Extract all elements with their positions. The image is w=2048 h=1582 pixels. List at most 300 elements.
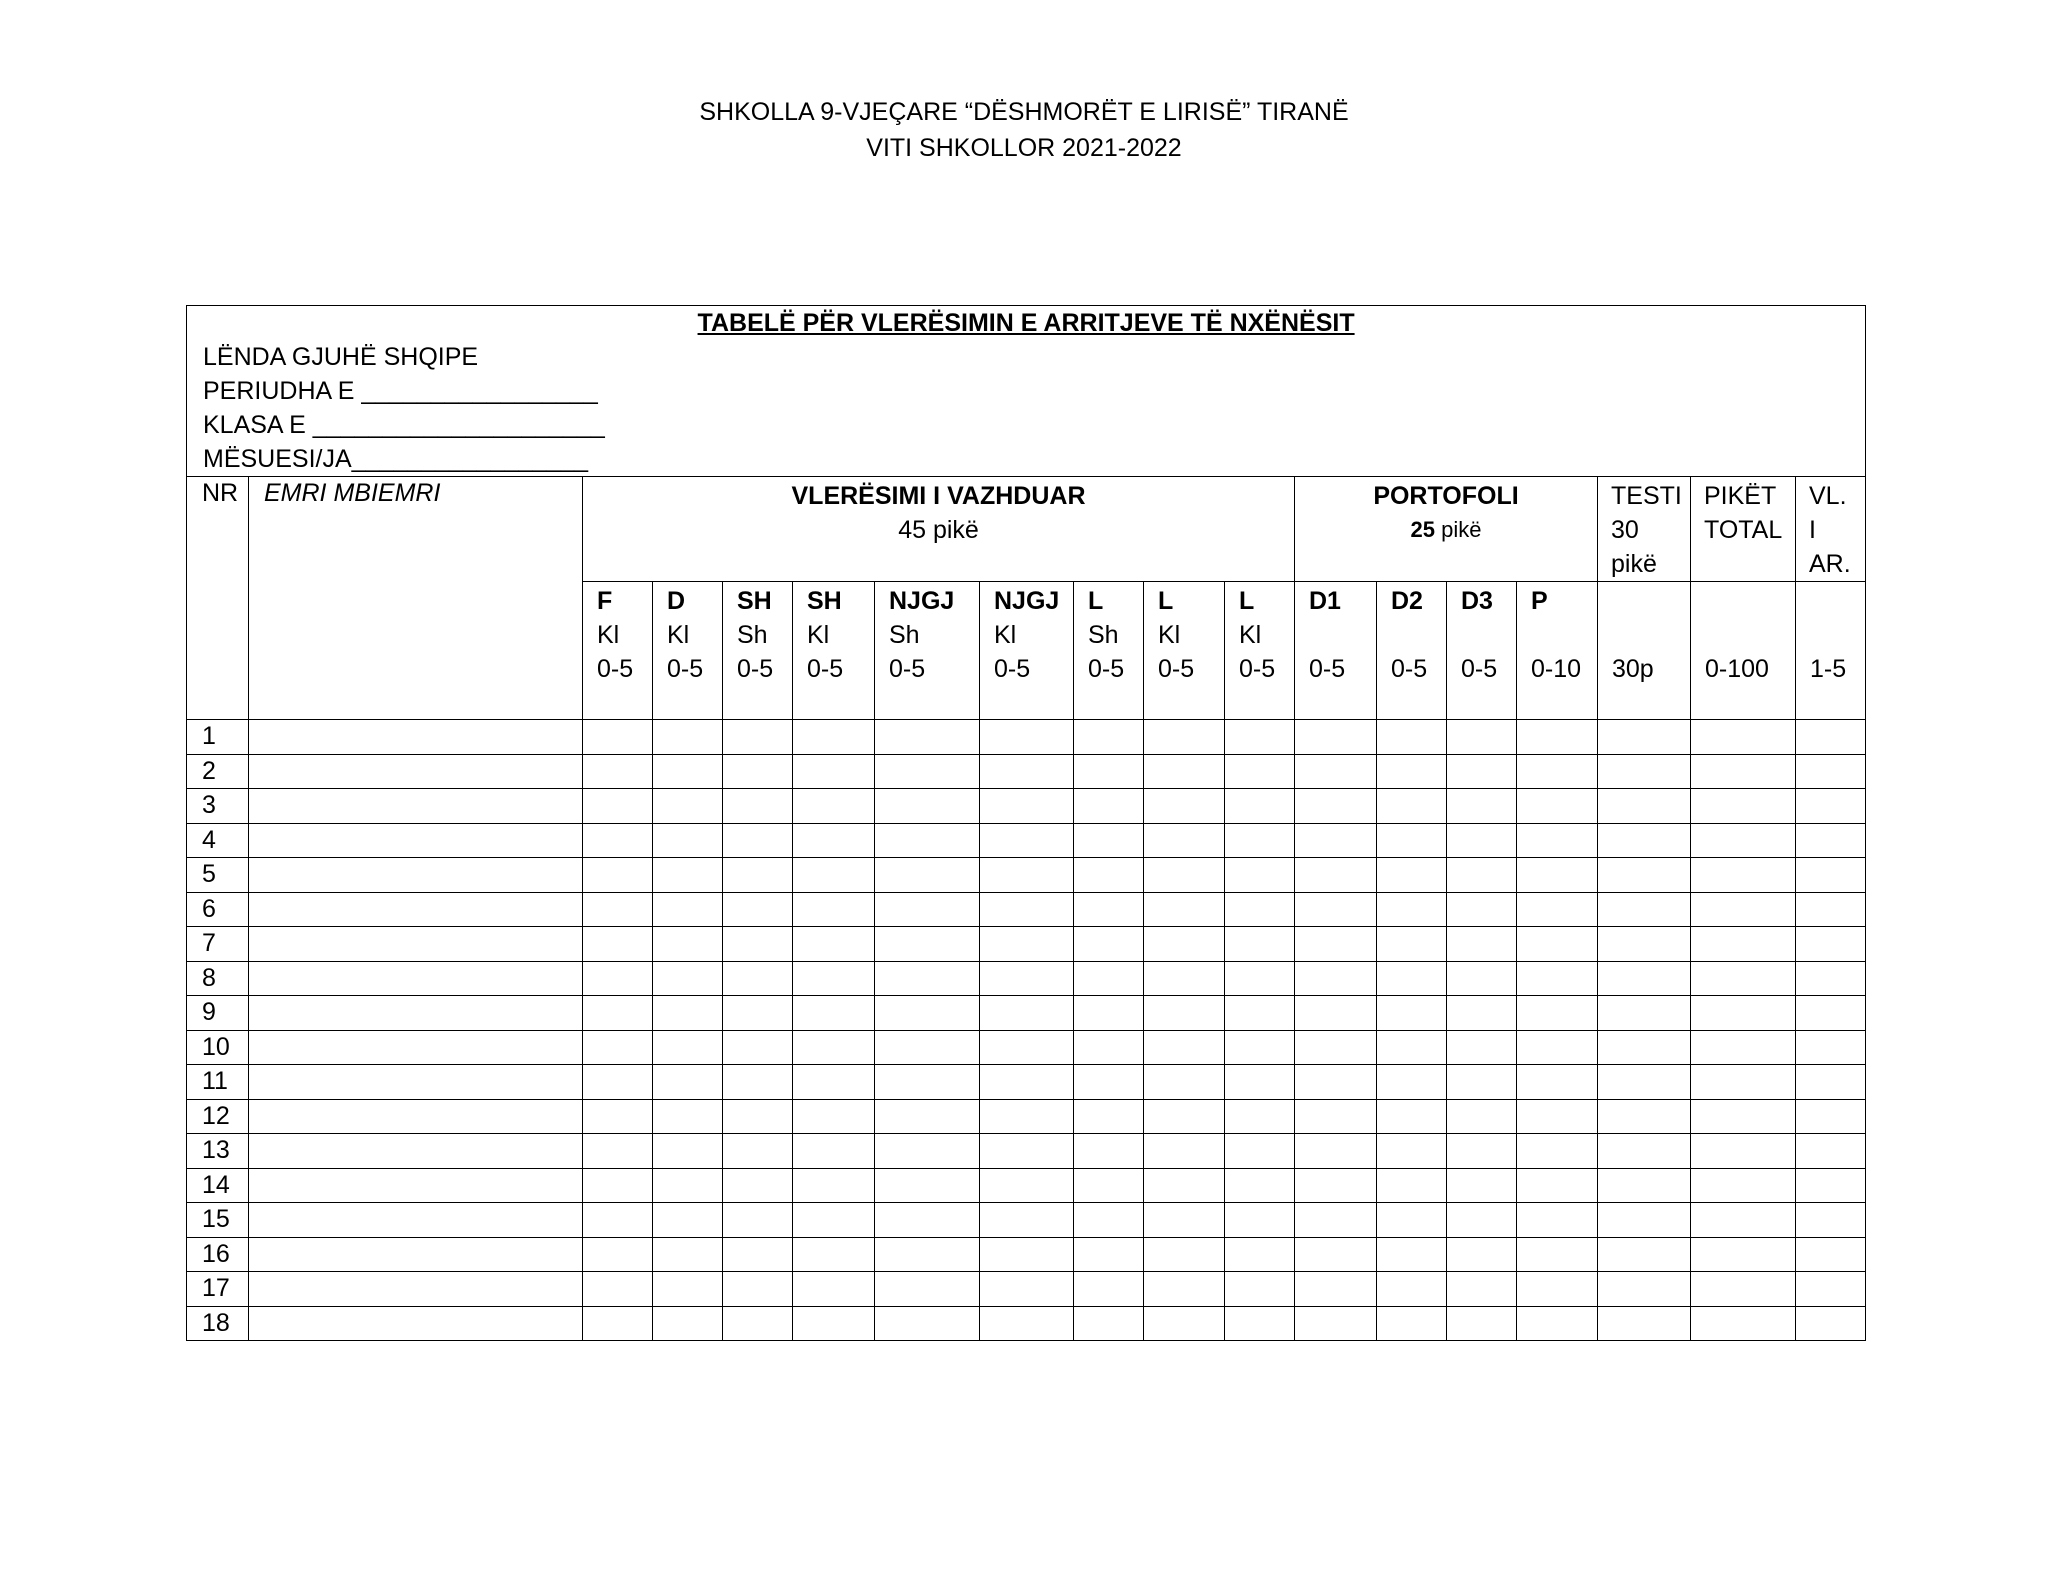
score-cell[interactable] <box>1074 892 1144 927</box>
score-cell[interactable] <box>583 754 653 789</box>
student-name-cell[interactable] <box>249 1065 583 1100</box>
score-cell[interactable] <box>1074 823 1144 858</box>
score-cell[interactable] <box>723 1099 793 1134</box>
student-name-cell[interactable] <box>249 996 583 1031</box>
student-name-cell[interactable] <box>249 961 583 996</box>
score-cell[interactable] <box>723 720 793 755</box>
score-cell[interactable] <box>723 754 793 789</box>
score-cell[interactable] <box>1517 1168 1598 1203</box>
score-cell[interactable] <box>723 927 793 962</box>
score-cell[interactable] <box>1517 1203 1598 1238</box>
class-field[interactable]: KLASA E _____________________ <box>203 411 605 439</box>
score-cell[interactable] <box>793 996 875 1031</box>
score-cell[interactable] <box>1447 789 1517 824</box>
score-cell[interactable] <box>583 1030 653 1065</box>
score-cell[interactable] <box>1074 1272 1144 1307</box>
teacher-field[interactable]: MËSUESI/JA_________________ <box>203 445 589 473</box>
student-name-cell[interactable] <box>249 720 583 755</box>
score-cell[interactable] <box>980 1168 1074 1203</box>
score-cell[interactable] <box>1074 996 1144 1031</box>
score-cell[interactable] <box>875 789 980 824</box>
student-name-cell[interactable] <box>249 1306 583 1341</box>
score-cell[interactable] <box>653 1203 723 1238</box>
score-cell[interactable] <box>1447 1306 1517 1341</box>
score-cell[interactable] <box>653 789 723 824</box>
score-cell[interactable] <box>1225 927 1295 962</box>
score-cell[interactable] <box>1225 1237 1295 1272</box>
score-cell[interactable] <box>1691 1272 1796 1307</box>
score-cell[interactable] <box>875 720 980 755</box>
score-cell[interactable] <box>1447 1030 1517 1065</box>
score-cell[interactable] <box>1796 892 1866 927</box>
score-cell[interactable] <box>980 720 1074 755</box>
score-cell[interactable] <box>980 789 1074 824</box>
score-cell[interactable] <box>1377 858 1447 893</box>
score-cell[interactable] <box>1691 1030 1796 1065</box>
score-cell[interactable] <box>1295 1099 1377 1134</box>
score-cell[interactable] <box>1225 892 1295 927</box>
score-cell[interactable] <box>1074 1030 1144 1065</box>
score-cell[interactable] <box>793 1272 875 1307</box>
score-cell[interactable] <box>1796 858 1866 893</box>
score-cell[interactable] <box>875 927 980 962</box>
score-cell[interactable] <box>1377 1134 1447 1169</box>
score-cell[interactable] <box>1796 1168 1866 1203</box>
score-cell[interactable] <box>583 720 653 755</box>
score-cell[interactable] <box>1598 892 1691 927</box>
score-cell[interactable] <box>1074 961 1144 996</box>
score-cell[interactable] <box>1691 1237 1796 1272</box>
score-cell[interactable] <box>793 1065 875 1100</box>
score-cell[interactable] <box>723 789 793 824</box>
score-cell[interactable] <box>1144 1030 1225 1065</box>
score-cell[interactable] <box>1144 1306 1225 1341</box>
score-cell[interactable] <box>1144 1272 1225 1307</box>
score-cell[interactable] <box>980 961 1074 996</box>
score-cell[interactable] <box>1598 1065 1691 1100</box>
score-cell[interactable] <box>1517 720 1598 755</box>
score-cell[interactable] <box>583 1237 653 1272</box>
score-cell[interactable] <box>1225 720 1295 755</box>
score-cell[interactable] <box>1691 1203 1796 1238</box>
score-cell[interactable] <box>1144 1065 1225 1100</box>
score-cell[interactable] <box>1447 1168 1517 1203</box>
score-cell[interactable] <box>793 1134 875 1169</box>
score-cell[interactable] <box>980 858 1074 893</box>
score-cell[interactable] <box>1796 1030 1866 1065</box>
score-cell[interactable] <box>1225 961 1295 996</box>
score-cell[interactable] <box>1377 720 1447 755</box>
score-cell[interactable] <box>1144 927 1225 962</box>
score-cell[interactable] <box>1144 892 1225 927</box>
score-cell[interactable] <box>1447 720 1517 755</box>
score-cell[interactable] <box>1517 927 1598 962</box>
score-cell[interactable] <box>1598 1306 1691 1341</box>
score-cell[interactable] <box>1377 1237 1447 1272</box>
score-cell[interactable] <box>1796 1134 1866 1169</box>
score-cell[interactable] <box>1517 1065 1598 1100</box>
score-cell[interactable] <box>653 720 723 755</box>
student-name-cell[interactable] <box>249 789 583 824</box>
score-cell[interactable] <box>653 1065 723 1100</box>
score-cell[interactable] <box>793 789 875 824</box>
score-cell[interactable] <box>1796 1272 1866 1307</box>
score-cell[interactable] <box>583 858 653 893</box>
score-cell[interactable] <box>980 996 1074 1031</box>
score-cell[interactable] <box>1144 1203 1225 1238</box>
score-cell[interactable] <box>1295 927 1377 962</box>
student-name-cell[interactable] <box>249 1030 583 1065</box>
score-cell[interactable] <box>1144 961 1225 996</box>
student-name-cell[interactable] <box>249 1099 583 1134</box>
score-cell[interactable] <box>1517 1134 1598 1169</box>
score-cell[interactable] <box>1225 858 1295 893</box>
score-cell[interactable] <box>1295 1306 1377 1341</box>
score-cell[interactable] <box>1691 927 1796 962</box>
score-cell[interactable] <box>1598 1237 1691 1272</box>
score-cell[interactable] <box>1144 823 1225 858</box>
score-cell[interactable] <box>1598 1203 1691 1238</box>
score-cell[interactable] <box>653 823 723 858</box>
score-cell[interactable] <box>653 754 723 789</box>
score-cell[interactable] <box>653 1306 723 1341</box>
score-cell[interactable] <box>1377 823 1447 858</box>
score-cell[interactable] <box>793 961 875 996</box>
score-cell[interactable] <box>1074 789 1144 824</box>
score-cell[interactable] <box>583 1272 653 1307</box>
score-cell[interactable] <box>1517 1030 1598 1065</box>
score-cell[interactable] <box>1517 996 1598 1031</box>
score-cell[interactable] <box>1796 1237 1866 1272</box>
score-cell[interactable] <box>1691 789 1796 824</box>
score-cell[interactable] <box>1225 1065 1295 1100</box>
score-cell[interactable] <box>1796 1099 1866 1134</box>
score-cell[interactable] <box>875 1134 980 1169</box>
score-cell[interactable] <box>793 1203 875 1238</box>
score-cell[interactable] <box>875 996 980 1031</box>
score-cell[interactable] <box>653 961 723 996</box>
score-cell[interactable] <box>875 1065 980 1100</box>
score-cell[interactable] <box>1225 1030 1295 1065</box>
score-cell[interactable] <box>1598 1099 1691 1134</box>
score-cell[interactable] <box>1691 754 1796 789</box>
score-cell[interactable] <box>1517 1099 1598 1134</box>
score-cell[interactable] <box>1517 1237 1598 1272</box>
score-cell[interactable] <box>1447 927 1517 962</box>
score-cell[interactable] <box>1144 720 1225 755</box>
score-cell[interactable] <box>1447 823 1517 858</box>
score-cell[interactable] <box>980 1099 1074 1134</box>
score-cell[interactable] <box>875 754 980 789</box>
score-cell[interactable] <box>1598 858 1691 893</box>
score-cell[interactable] <box>1295 823 1377 858</box>
score-cell[interactable] <box>1074 754 1144 789</box>
score-cell[interactable] <box>1796 927 1866 962</box>
score-cell[interactable] <box>1144 1134 1225 1169</box>
score-cell[interactable] <box>1074 1168 1144 1203</box>
score-cell[interactable] <box>1074 1065 1144 1100</box>
score-cell[interactable] <box>1598 1030 1691 1065</box>
score-cell[interactable] <box>1691 720 1796 755</box>
score-cell[interactable] <box>723 996 793 1031</box>
score-cell[interactable] <box>1074 927 1144 962</box>
score-cell[interactable] <box>875 1272 980 1307</box>
student-name-cell[interactable] <box>249 927 583 962</box>
score-cell[interactable] <box>793 1099 875 1134</box>
score-cell[interactable] <box>1796 1065 1866 1100</box>
score-cell[interactable] <box>875 1099 980 1134</box>
score-cell[interactable] <box>1074 1099 1144 1134</box>
score-cell[interactable] <box>875 858 980 893</box>
score-cell[interactable] <box>1691 961 1796 996</box>
score-cell[interactable] <box>1517 823 1598 858</box>
score-cell[interactable] <box>1598 1134 1691 1169</box>
score-cell[interactable] <box>1598 927 1691 962</box>
score-cell[interactable] <box>1598 1168 1691 1203</box>
score-cell[interactable] <box>1796 720 1866 755</box>
score-cell[interactable] <box>980 1065 1074 1100</box>
score-cell[interactable] <box>793 927 875 962</box>
score-cell[interactable] <box>793 823 875 858</box>
score-cell[interactable] <box>1074 1134 1144 1169</box>
score-cell[interactable] <box>1225 1306 1295 1341</box>
score-cell[interactable] <box>793 720 875 755</box>
score-cell[interactable] <box>723 1168 793 1203</box>
score-cell[interactable] <box>875 1030 980 1065</box>
score-cell[interactable] <box>793 1168 875 1203</box>
score-cell[interactable] <box>583 1306 653 1341</box>
score-cell[interactable] <box>1517 961 1598 996</box>
score-cell[interactable] <box>1598 754 1691 789</box>
score-cell[interactable] <box>1074 858 1144 893</box>
score-cell[interactable] <box>1295 858 1377 893</box>
score-cell[interactable] <box>1144 1237 1225 1272</box>
score-cell[interactable] <box>1447 1134 1517 1169</box>
score-cell[interactable] <box>583 927 653 962</box>
student-name-cell[interactable] <box>249 1237 583 1272</box>
score-cell[interactable] <box>1225 1134 1295 1169</box>
score-cell[interactable] <box>1517 789 1598 824</box>
score-cell[interactable] <box>1796 823 1866 858</box>
score-cell[interactable] <box>723 961 793 996</box>
score-cell[interactable] <box>1447 1237 1517 1272</box>
score-cell[interactable] <box>1377 1203 1447 1238</box>
score-cell[interactable] <box>1377 892 1447 927</box>
score-cell[interactable] <box>1517 892 1598 927</box>
score-cell[interactable] <box>583 789 653 824</box>
score-cell[interactable] <box>583 1065 653 1100</box>
score-cell[interactable] <box>1691 1168 1796 1203</box>
score-cell[interactable] <box>1144 1099 1225 1134</box>
score-cell[interactable] <box>583 1099 653 1134</box>
score-cell[interactable] <box>723 1272 793 1307</box>
score-cell[interactable] <box>1225 789 1295 824</box>
score-cell[interactable] <box>980 1134 1074 1169</box>
score-cell[interactable] <box>980 823 1074 858</box>
student-name-cell[interactable] <box>249 1203 583 1238</box>
score-cell[interactable] <box>1691 1099 1796 1134</box>
score-cell[interactable] <box>1447 1272 1517 1307</box>
student-name-cell[interactable] <box>249 823 583 858</box>
score-cell[interactable] <box>653 1030 723 1065</box>
score-cell[interactable] <box>1517 1306 1598 1341</box>
score-cell[interactable] <box>875 1203 980 1238</box>
score-cell[interactable] <box>1796 789 1866 824</box>
score-cell[interactable] <box>1447 892 1517 927</box>
score-cell[interactable] <box>980 892 1074 927</box>
score-cell[interactable] <box>1074 1203 1144 1238</box>
student-name-cell[interactable] <box>249 1168 583 1203</box>
score-cell[interactable] <box>793 1237 875 1272</box>
score-cell[interactable] <box>1144 1168 1225 1203</box>
score-cell[interactable] <box>1144 789 1225 824</box>
score-cell[interactable] <box>1691 996 1796 1031</box>
score-cell[interactable] <box>1447 996 1517 1031</box>
score-cell[interactable] <box>980 1203 1074 1238</box>
score-cell[interactable] <box>1295 961 1377 996</box>
score-cell[interactable] <box>980 1237 1074 1272</box>
score-cell[interactable] <box>875 892 980 927</box>
student-name-cell[interactable] <box>249 1134 583 1169</box>
score-cell[interactable] <box>583 892 653 927</box>
score-cell[interactable] <box>1074 1306 1144 1341</box>
score-cell[interactable] <box>1144 996 1225 1031</box>
score-cell[interactable] <box>793 1306 875 1341</box>
score-cell[interactable] <box>653 892 723 927</box>
score-cell[interactable] <box>1598 823 1691 858</box>
score-cell[interactable] <box>1225 823 1295 858</box>
score-cell[interactable] <box>1295 996 1377 1031</box>
score-cell[interactable] <box>1377 789 1447 824</box>
score-cell[interactable] <box>1377 1030 1447 1065</box>
score-cell[interactable] <box>1598 789 1691 824</box>
score-cell[interactable] <box>793 892 875 927</box>
score-cell[interactable] <box>723 1237 793 1272</box>
score-cell[interactable] <box>723 858 793 893</box>
score-cell[interactable] <box>583 961 653 996</box>
score-cell[interactable] <box>1691 823 1796 858</box>
score-cell[interactable] <box>1225 1168 1295 1203</box>
score-cell[interactable] <box>583 823 653 858</box>
score-cell[interactable] <box>875 1237 980 1272</box>
score-cell[interactable] <box>653 1099 723 1134</box>
score-cell[interactable] <box>1517 858 1598 893</box>
score-cell[interactable] <box>793 858 875 893</box>
score-cell[interactable] <box>1517 1272 1598 1307</box>
score-cell[interactable] <box>1691 1065 1796 1100</box>
score-cell[interactable] <box>583 1203 653 1238</box>
score-cell[interactable] <box>1377 1306 1447 1341</box>
score-cell[interactable] <box>653 1237 723 1272</box>
score-cell[interactable] <box>653 996 723 1031</box>
student-name-cell[interactable] <box>249 754 583 789</box>
score-cell[interactable] <box>653 927 723 962</box>
score-cell[interactable] <box>653 1168 723 1203</box>
score-cell[interactable] <box>793 1030 875 1065</box>
score-cell[interactable] <box>1447 858 1517 893</box>
score-cell[interactable] <box>1691 892 1796 927</box>
score-cell[interactable] <box>1295 1168 1377 1203</box>
score-cell[interactable] <box>1447 1099 1517 1134</box>
score-cell[interactable] <box>1225 996 1295 1031</box>
score-cell[interactable] <box>723 1306 793 1341</box>
score-cell[interactable] <box>1598 961 1691 996</box>
score-cell[interactable] <box>1377 1168 1447 1203</box>
score-cell[interactable] <box>980 1030 1074 1065</box>
score-cell[interactable] <box>1796 754 1866 789</box>
score-cell[interactable] <box>1377 1065 1447 1100</box>
score-cell[interactable] <box>723 892 793 927</box>
score-cell[interactable] <box>1295 1272 1377 1307</box>
score-cell[interactable] <box>1377 927 1447 962</box>
score-cell[interactable] <box>1796 1203 1866 1238</box>
score-cell[interactable] <box>1144 754 1225 789</box>
score-cell[interactable] <box>1598 996 1691 1031</box>
score-cell[interactable] <box>793 754 875 789</box>
score-cell[interactable] <box>1377 961 1447 996</box>
score-cell[interactable] <box>723 1134 793 1169</box>
score-cell[interactable] <box>653 1272 723 1307</box>
score-cell[interactable] <box>723 1065 793 1100</box>
score-cell[interactable] <box>875 823 980 858</box>
score-cell[interactable] <box>1447 1065 1517 1100</box>
score-cell[interactable] <box>875 1168 980 1203</box>
score-cell[interactable] <box>1691 858 1796 893</box>
score-cell[interactable] <box>980 754 1074 789</box>
score-cell[interactable] <box>1295 1203 1377 1238</box>
score-cell[interactable] <box>1074 1237 1144 1272</box>
score-cell[interactable] <box>1295 1030 1377 1065</box>
score-cell[interactable] <box>1295 892 1377 927</box>
score-cell[interactable] <box>1447 961 1517 996</box>
score-cell[interactable] <box>1598 720 1691 755</box>
score-cell[interactable] <box>980 927 1074 962</box>
score-cell[interactable] <box>723 1203 793 1238</box>
score-cell[interactable] <box>980 1272 1074 1307</box>
score-cell[interactable] <box>1225 754 1295 789</box>
score-cell[interactable] <box>1598 1272 1691 1307</box>
score-cell[interactable] <box>653 858 723 893</box>
score-cell[interactable] <box>1691 1306 1796 1341</box>
score-cell[interactable] <box>583 1168 653 1203</box>
score-cell[interactable] <box>583 996 653 1031</box>
score-cell[interactable] <box>1074 720 1144 755</box>
score-cell[interactable] <box>1295 1237 1377 1272</box>
score-cell[interactable] <box>875 1306 980 1341</box>
score-cell[interactable] <box>1691 1134 1796 1169</box>
student-name-cell[interactable] <box>249 858 583 893</box>
score-cell[interactable] <box>1225 1272 1295 1307</box>
score-cell[interactable] <box>1144 858 1225 893</box>
score-cell[interactable] <box>1796 961 1866 996</box>
score-cell[interactable] <box>1295 789 1377 824</box>
score-cell[interactable] <box>1295 1134 1377 1169</box>
period-field[interactable]: PERIUDHA E _________________ <box>203 377 598 405</box>
student-name-cell[interactable] <box>249 1272 583 1307</box>
score-cell[interactable] <box>1225 1099 1295 1134</box>
score-cell[interactable] <box>1447 754 1517 789</box>
score-cell[interactable] <box>653 1134 723 1169</box>
score-cell[interactable] <box>1796 1306 1866 1341</box>
score-cell[interactable] <box>1295 720 1377 755</box>
score-cell[interactable] <box>583 1134 653 1169</box>
score-cell[interactable] <box>980 1306 1074 1341</box>
score-cell[interactable] <box>1295 1065 1377 1100</box>
score-cell[interactable] <box>1517 754 1598 789</box>
score-cell[interactable] <box>1447 1203 1517 1238</box>
score-cell[interactable] <box>1295 754 1377 789</box>
score-cell[interactable] <box>875 961 980 996</box>
